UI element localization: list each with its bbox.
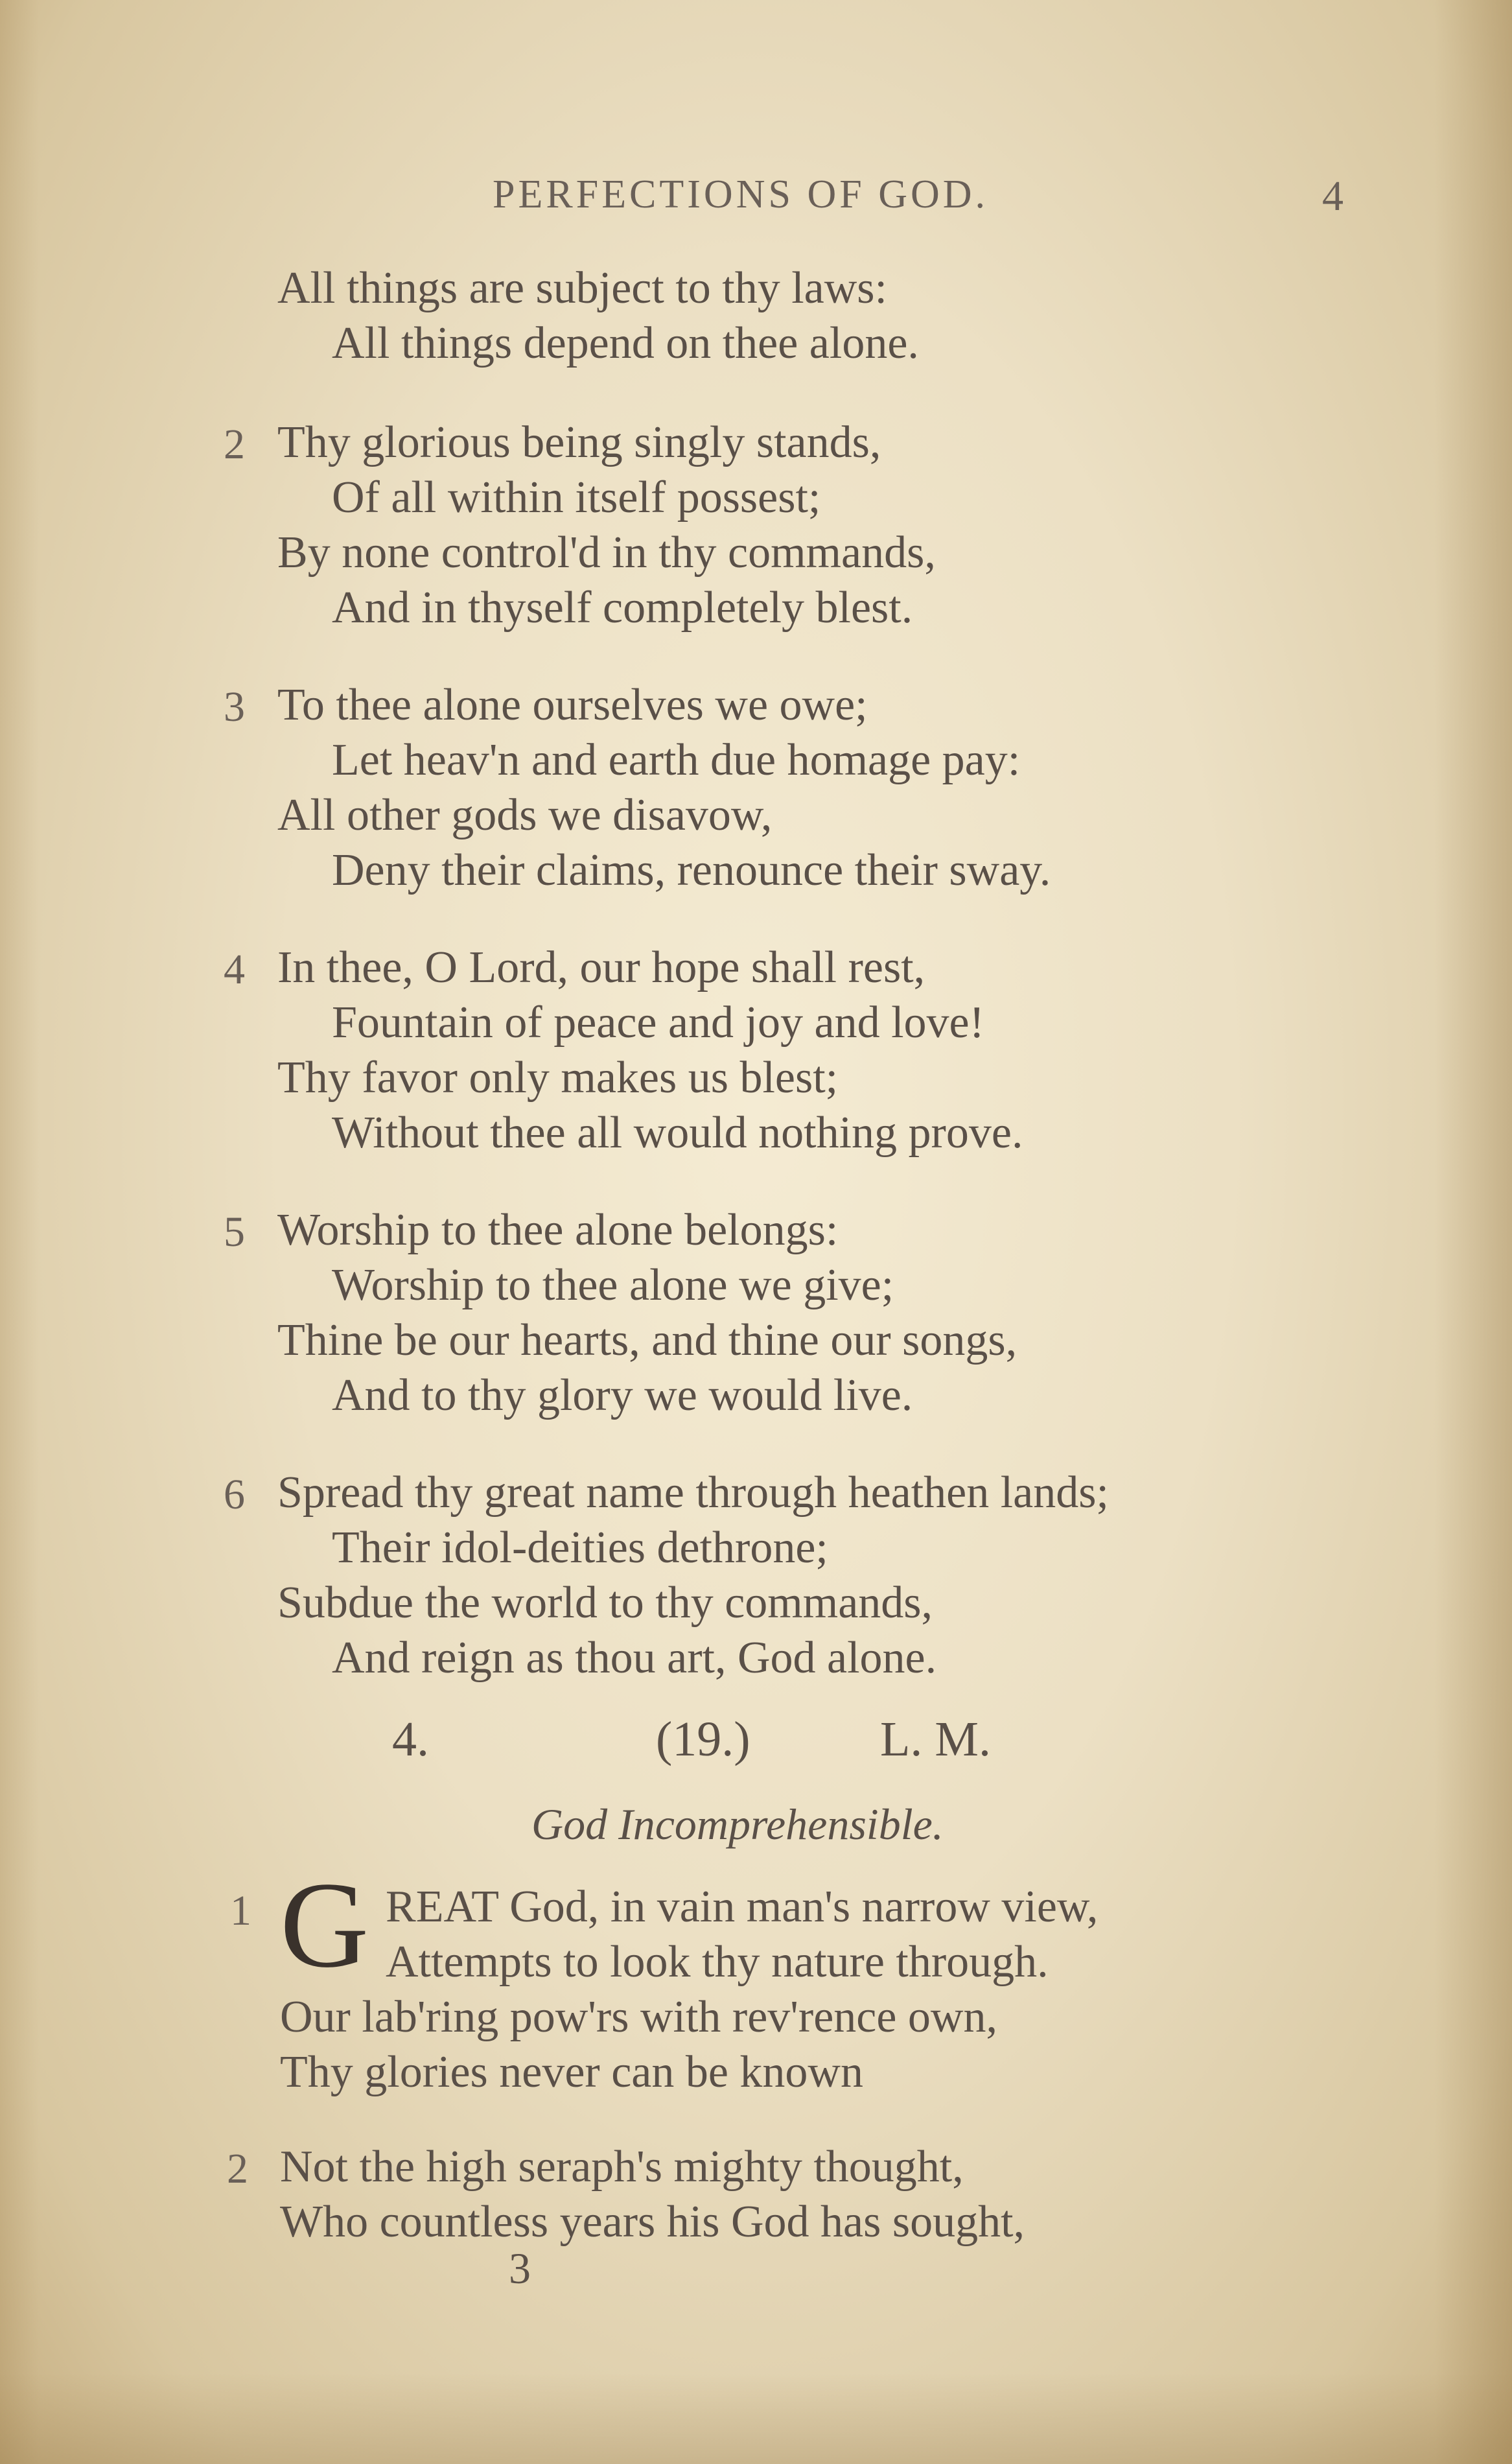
verse-line: Their idol-deities dethrone; [332,1523,828,1573]
signature-mark: 3 [509,2244,531,2293]
page-edge-right [1434,0,1512,2464]
page-edge-left [0,0,39,2464]
verse-line: Our lab'ring pow'rs with rev'rence own, [280,1992,997,2042]
verse-line: Deny their claims, renounce their sway. [332,845,1051,895]
hymn-number: 4. [392,1712,429,1766]
hymn-reference: (19.) [656,1712,750,1766]
verse-line: Thy favor only makes us blest; [277,1053,839,1103]
verse-line: All things depend on thee alone. [332,318,919,368]
stanza-number: 2 [227,2145,248,2192]
verse-line: All things are subject to thy laws: [277,263,887,313]
hymn-meter: L. M. [880,1712,991,1766]
verse-line: Attempts to look thy nature through. [386,1937,1049,1987]
verse-line: And reign as thou art, God alone. [332,1633,937,1683]
verse-line: Worship to thee alone we give; [332,1260,894,1310]
verse-line: Without thee all would nothing prove. [332,1108,1023,1158]
verse-line: And in thyself completely blest. [332,583,913,633]
verse-line: Of all within itself possest; [332,473,821,522]
verse-line: Spread thy great name through heathen lands; [277,1468,1109,1518]
page-edge-bottom [0,2373,1512,2464]
stanza-number: 3 [224,683,245,731]
stanza-number: 5 [224,1208,245,1256]
verse-line: Thy glories never can be known [280,2047,863,2097]
hymn-title: God Incomprehensible. [531,1800,944,1849]
page-number: 4 [1322,172,1343,220]
verse-line: In thee, O Lord, our hope shall rest, [277,943,925,992]
stanza-number: 4 [224,946,245,993]
running-title: PERFECTIONS OF GOD. [493,172,989,217]
verse-line: Subdue the world to thy commands, [277,1578,933,1628]
verse-line: REAT God, in vain man's narrow view, [386,1882,1099,1932]
verse-line: Thine be our hearts, and thine our songs, [277,1315,1018,1365]
stanza-number: 6 [224,1471,245,1518]
verse-line: Not the high seraph's mighty thought, [280,2142,964,2192]
verse-line: Who countless years his God has sought, [280,2197,1025,2247]
verse-line: By none control'd in thy commands, [277,528,936,578]
verse-line: Fountain of peace and joy and love! [332,998,984,1048]
stanza-number: 2 [224,421,245,468]
verse-line: All other gods we disavow, [277,790,773,840]
drop-cap: G [280,1857,369,1993]
verse-line: And to thy glory we would live. [332,1370,913,1420]
verse-line: To thee alone ourselves we owe; [277,680,868,730]
stanza-number: 1 [230,1887,251,1934]
verse-line: Let heav'n and earth due homage pay: [332,735,1021,785]
verse-line: Worship to thee alone belongs: [277,1205,839,1255]
verse-line: Thy glorious being singly stands, [277,417,881,467]
